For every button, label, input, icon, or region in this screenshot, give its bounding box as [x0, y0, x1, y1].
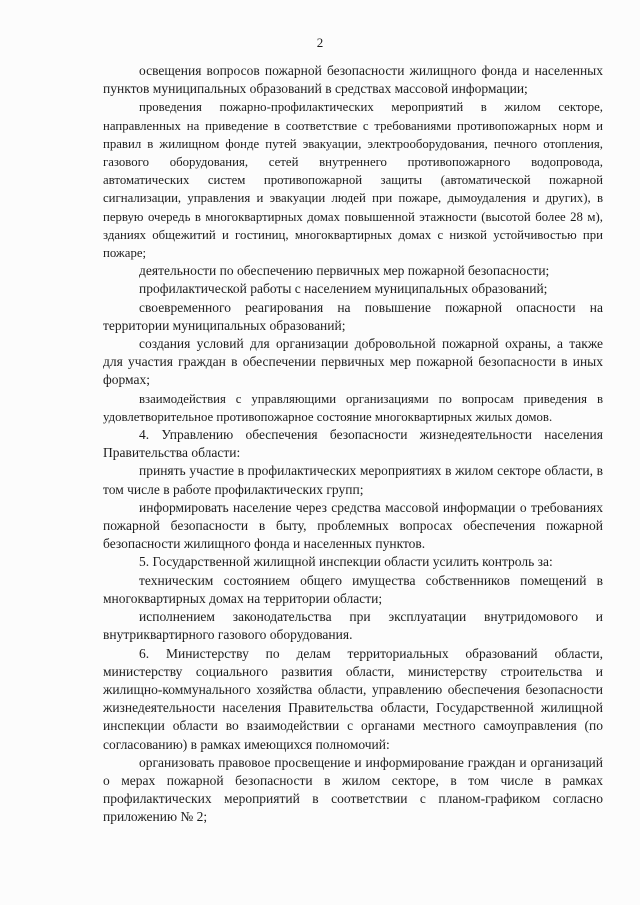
paragraph: принять участие в профилактических мероприятиях в жилом секторе области, в том числе в работе профилактических групп; — [103, 463, 603, 497]
document-body — [103, 62, 603, 827]
paragraph: организовать правовое просвещение и информирование граждан и организаций о мерах пожарной безопасности в жилом секторе, в том числе в рамках профилактических мероприятий в соответствии с планом-графиком согласно приложению № 2; — [103, 754, 603, 825]
paragraph: взаимодействия с управляющими организациями по вопросам приведения в удовлетворительное противопожарное состояние многоквартирных жилых домов. — [103, 391, 603, 424]
paragraph: информировать население через средства массовой информации о требованиях пожарной безопасности в быту, проблемных вопросах обеспечения пожарной безопасности жилищного фонда и населенных пунктов. — [103, 499, 603, 552]
paragraph: 5. Государственной жилищной инспекции области усилить контроль за: — [139, 554, 553, 570]
paragraph: освещения вопросов пожарной безопасности жилищного фонда и населенных пунктов муниципальных образований в средствах массовой информации; — [103, 63, 603, 97]
paragraph: техническим состоянием общего имущества собственников помещений в многоквартирных домах на территории области; — [103, 572, 603, 606]
paragraph: исполнением законодательства при эксплуатации внутридомового и внутриквартирного газового оборудования. — [103, 609, 603, 643]
paragraph: создания условий для организации добровольной пожарной охраны, а также для участия граждан в обеспечении первичных мер пожарной безопасности в иных формах; — [103, 336, 603, 388]
paragraph: 6. Министерству по делам территориальных образований области, министерству социального развития области, министерству строительства и жилищно-коммунального хозяйства области, управлению обеспечения безопасности жизнедеятельности населения Правительства области, Государственной жилищной инспекции области во взаимодействии с органами местного самоуправления (по согласованию) в рамках имеющихся полномочий: — [103, 645, 603, 752]
paragraph: профилактической работы с населением муниципальных образований; — [139, 281, 548, 297]
paragraph: 4. Управлению обеспечения безопасности жизнедеятельности населения Правительства области: — [103, 427, 603, 461]
paragraph: проведения пожарно-профилактических мероприятий в жилом секторе, направленных на приведение в соответствие с требованиями противопожарных норм и правил в жилищном фонде путей эвакуации, электрооборудования, печного отопления, газового оборудования, сетей внутреннего противопожарного водопровода, автоматических систем противопожарной защиты (автоматической пожарной сигнализации, управления и эвакуации людей при пожаре, дымоудаления и других), в первую очередь в многоквартирных домах повышенной этажности (высотой более 28 м), зданиях общежитий и гостиниц, многоквартирных домах с низкой устойчивостью при пожаре; — [103, 100, 603, 261]
page-number: 2 — [316, 35, 324, 50]
paragraph: деятельности по обеспечению первичных мер пожарной безопасности; — [139, 263, 550, 279]
paragraph: своевременного реагирования на повышение пожарной опасности на территории муниципальных образований; — [103, 299, 603, 333]
